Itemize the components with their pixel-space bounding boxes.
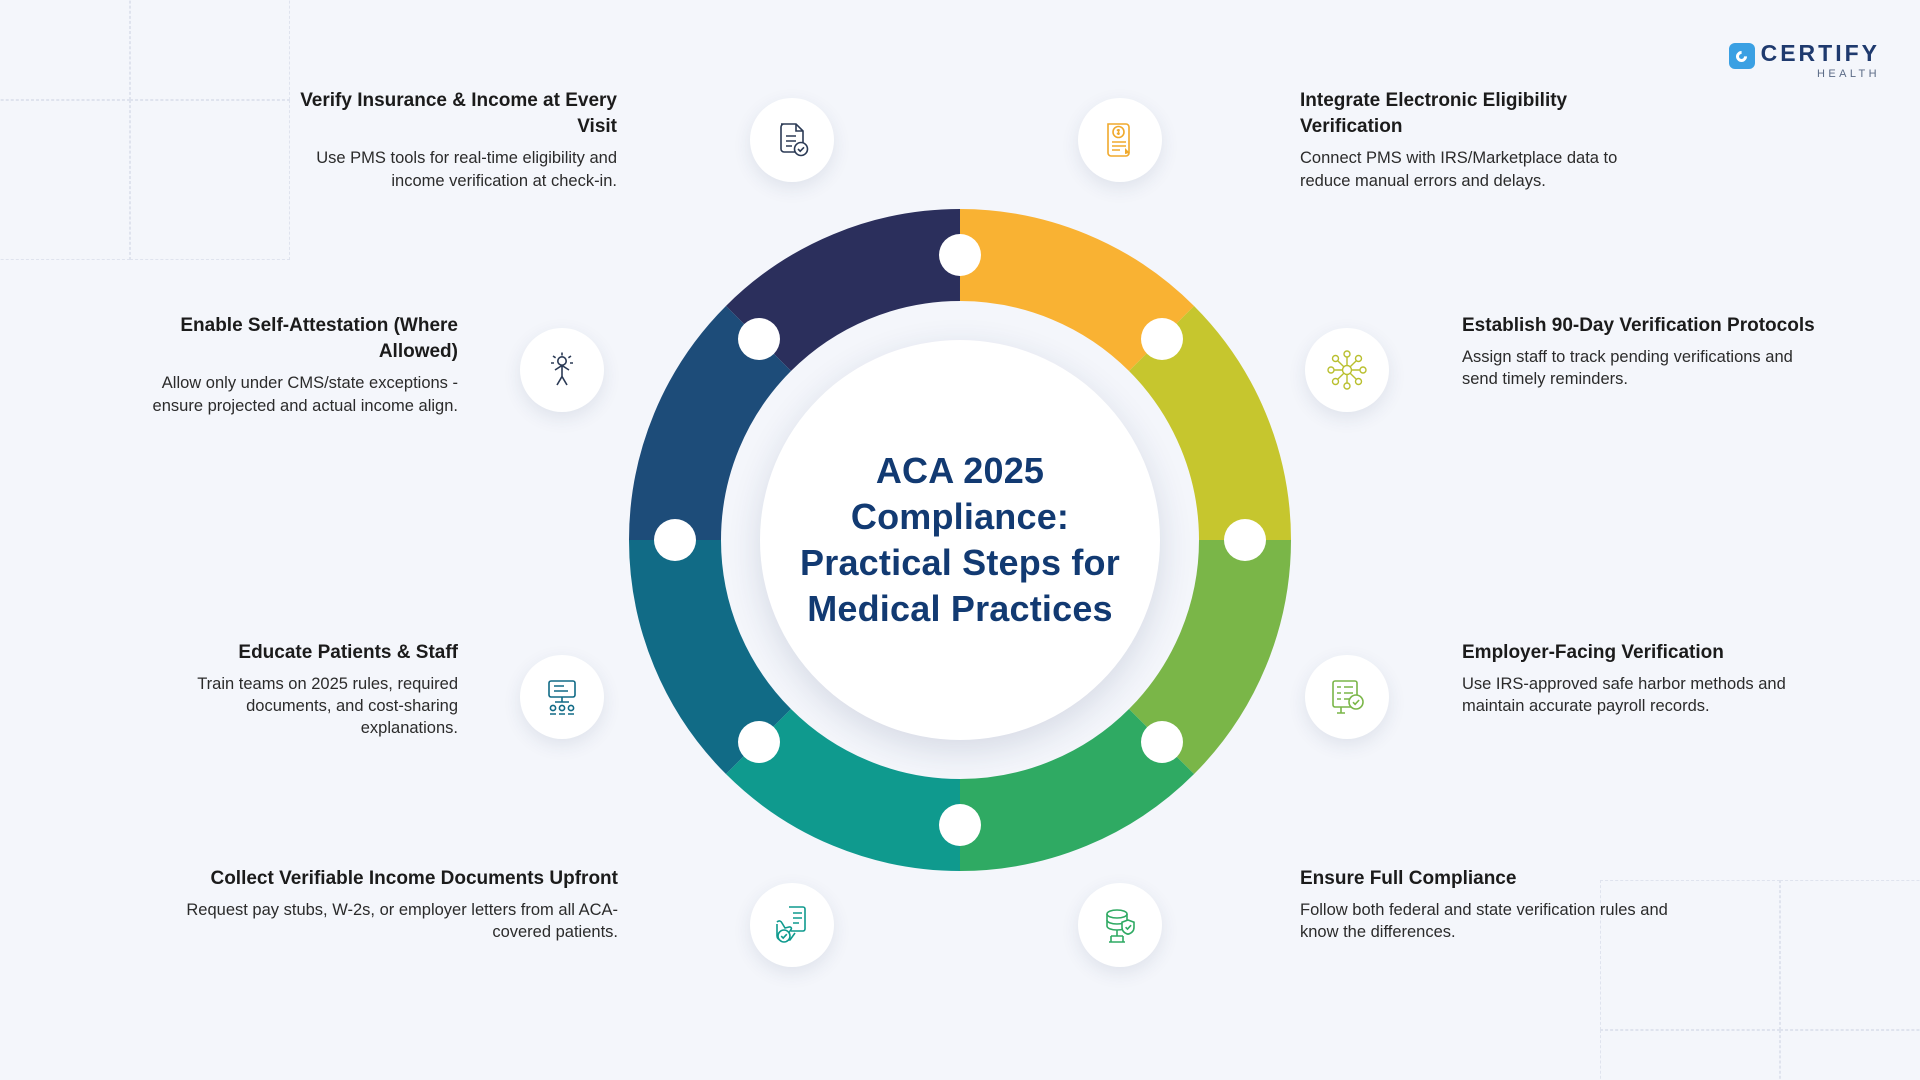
- item-block-ensure-compliance: [1300, 866, 1670, 943]
- item-block-verify-insurance: [265, 88, 617, 192]
- ring-node-dot: [1224, 519, 1266, 561]
- donut-chart: [620, 200, 1300, 880]
- item-block-integrate-electronic: [1300, 88, 1670, 192]
- grid-decoration: [130, 0, 290, 100]
- item-title: Educate Patients & Staff: [238, 642, 458, 663]
- item-title: Enable Self-Attestation (Where Allowed): [180, 315, 458, 363]
- brand-logo: [1729, 42, 1880, 80]
- item-desc: Use IRS-approved safe harbor methods and maintain accurate payroll records.: [1462, 675, 1786, 716]
- grid-decoration: [1600, 1030, 1780, 1080]
- item-desc: Follow both federal and state verification rules and know the differences.: [1300, 901, 1668, 942]
- icon-bubble-educate-patients: [520, 655, 604, 739]
- ring-segment-educate-patients: [675, 540, 758, 742]
- grid-decoration: [1780, 880, 1920, 1030]
- icon-bubble-enable-self-attestation: [520, 328, 604, 412]
- ring-segment-employer-facing: [1162, 540, 1245, 742]
- document-check-icon: [770, 118, 814, 162]
- icon-bubble-employer-facing: [1305, 655, 1389, 739]
- item-block-collect-documents: [168, 866, 618, 943]
- icon-bubble-ensure-compliance: [1078, 883, 1162, 967]
- ring-segment-establish-protocols: [1162, 338, 1245, 540]
- center-disc: [760, 340, 1160, 740]
- item-desc: Use PMS tools for real-time eligibility and income verification at check-in.: [316, 149, 617, 190]
- certify-c-mark-icon: [1729, 43, 1755, 69]
- brand-name: CERTIFY: [1760, 40, 1880, 66]
- ring-segment-ensure-compliance: [960, 742, 1162, 825]
- network-nodes-icon: [1323, 346, 1371, 394]
- hand-document-check-icon: [769, 902, 815, 948]
- item-desc: Connect PMS with IRS/Marketplace data to reduce manual errors and delays.: [1300, 149, 1618, 190]
- item-desc: Allow only under CMS/state exceptions - ensure projected and actual income align.: [152, 374, 458, 415]
- brand-subtitle: HEALTH: [1817, 68, 1880, 80]
- item-desc: Assign staff to track pending verifications and send timely reminders.: [1462, 348, 1793, 389]
- ring-segment-integrate-electronic: [960, 255, 1162, 338]
- ring-node-dot: [654, 519, 696, 561]
- item-title: Integrate Electronic Eligibility Verification: [1300, 90, 1568, 138]
- checklist-clipboard-icon: [1324, 674, 1370, 720]
- ring-node-dot: [939, 234, 981, 276]
- item-block-establish-protocols: [1462, 313, 1822, 390]
- person-idea-icon: [539, 347, 585, 393]
- item-block-educate-patients: [148, 640, 458, 740]
- database-shield-icon: [1097, 902, 1143, 948]
- ring-segment-enable-self-attestation: [675, 338, 758, 540]
- ring-segment-collect-documents: [758, 742, 960, 825]
- icon-bubble-verify-insurance: [750, 98, 834, 182]
- ring-node-dot: [939, 804, 981, 846]
- icon-bubble-integrate-electronic: [1078, 98, 1162, 182]
- ring-node-dot: [738, 721, 780, 763]
- item-title: Ensure Full Compliance: [1300, 868, 1517, 889]
- item-desc: Train teams on 2025 rules, required documents, and cost-sharing explanations.: [197, 675, 458, 738]
- center-title: ACA 2025 Compliance: Practical Steps for Medical Practices: [800, 449, 1120, 630]
- item-title: Employer-Facing Verification: [1462, 642, 1724, 663]
- grid-decoration: [1780, 1030, 1920, 1080]
- training-board-icon: [539, 674, 585, 720]
- ring-node-dot: [738, 318, 780, 360]
- item-title: Verify Insurance & Income at Every Visit: [300, 90, 617, 138]
- icon-bubble-establish-protocols: [1305, 328, 1389, 412]
- grid-decoration: [0, 0, 130, 100]
- item-title: Establish 90-Day Verification Protocols: [1462, 315, 1815, 336]
- grid-decoration: [0, 100, 130, 260]
- ring-segment-verify-insurance: [758, 255, 960, 338]
- document-dollar-icon: [1098, 118, 1142, 162]
- item-desc: Request pay stubs, W-2s, or employer letters from all ACA-covered patients.: [186, 901, 618, 942]
- icon-bubble-collect-documents: [750, 883, 834, 967]
- item-title: Collect Verifiable Income Documents Upfront: [210, 868, 618, 889]
- ring-node-dot: [1141, 721, 1183, 763]
- item-block-employer-facing: [1462, 640, 1822, 717]
- ring-node-dot: [1141, 318, 1183, 360]
- item-block-enable-self-attestation: [148, 313, 458, 417]
